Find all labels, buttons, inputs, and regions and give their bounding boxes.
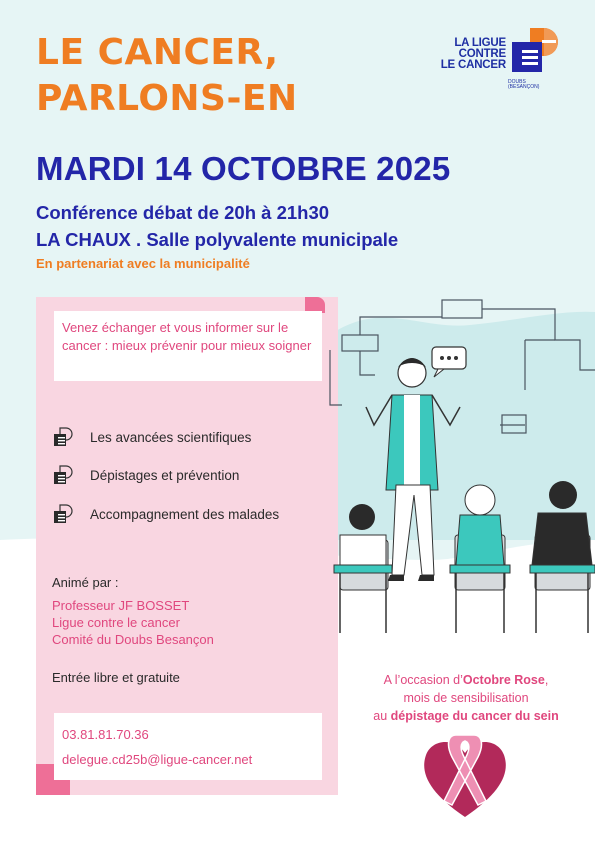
title-line-2: PARLONS-EN <box>36 78 298 119</box>
ligue-logo <box>426 20 566 92</box>
rose-highlight: dépistage du cancer du sein <box>390 709 559 723</box>
rose-text: , <box>544 673 549 687</box>
page-title <box>36 30 298 122</box>
topic-item <box>52 464 239 486</box>
ligue-bullet-icon <box>52 464 76 486</box>
email-address[interactable]: delegue.cd25b@ligue-cancer.net <box>62 752 253 767</box>
logo-mark-icon <box>508 20 566 78</box>
logo-line-3: LE CANCER <box>440 59 506 71</box>
ligue-bullet-icon <box>52 426 76 448</box>
rose-line-3 <box>340 707 592 725</box>
partnership-note: En partenariat avec la municipalité <box>36 256 250 271</box>
logo-sub-2: (BESANÇON) <box>508 84 540 90</box>
logo-text <box>426 38 506 71</box>
speaker-line: Comité du Doubs Besançon <box>52 632 214 647</box>
animated-by-label: Animé par : <box>52 575 119 590</box>
phone-number[interactable]: 03.81.81.70.36 <box>62 727 149 742</box>
speaker-line: Professeur JF BOSSET <box>52 598 190 613</box>
topic-label: Dépistages et prévention <box>90 467 240 483</box>
topic-item <box>52 426 251 448</box>
logo-line-1: LA LIGUE <box>454 37 506 49</box>
event-location: LA CHAUX . Salle polyvalente municipale <box>36 229 399 250</box>
ligue-bullet-icon <box>52 503 76 525</box>
intro-box <box>54 311 322 381</box>
rose-text: A l’occasion d’ <box>383 673 463 687</box>
rose-line-2: mois de sensibilisation <box>403 691 529 705</box>
contact-box <box>54 713 322 780</box>
entry-note: Entrée libre et gratuite <box>52 670 180 685</box>
topic-label: Les avancées scientifiques <box>90 429 252 445</box>
conference-time: Conférence débat de 20h à 21h30 <box>36 202 330 223</box>
conference-illustration <box>320 295 595 655</box>
logo-sub-1: DOUBS <box>508 79 526 85</box>
event-date: MARDI 14 OCTOBRE 2025 <box>36 150 451 187</box>
rose-line-1 <box>340 671 592 689</box>
rose-highlight: Octobre Rose <box>462 673 545 687</box>
logo-subtitle <box>508 80 539 90</box>
topic-item <box>52 503 279 525</box>
pink-ribbon-heart-icon <box>418 727 513 822</box>
octobre-rose-note <box>340 671 592 725</box>
speaker-line: Ligue contre le cancer <box>52 615 180 630</box>
rose-text: au <box>373 709 391 723</box>
logo-line-2: CONTRE <box>458 48 506 60</box>
title-line-1: LE CANCER, <box>36 32 279 73</box>
intro-text: Venez échanger et vous informer sur le cancer : mieux prévenir pour mieux soigner <box>62 320 312 353</box>
topic-label: Accompagnement des malades <box>90 506 280 522</box>
